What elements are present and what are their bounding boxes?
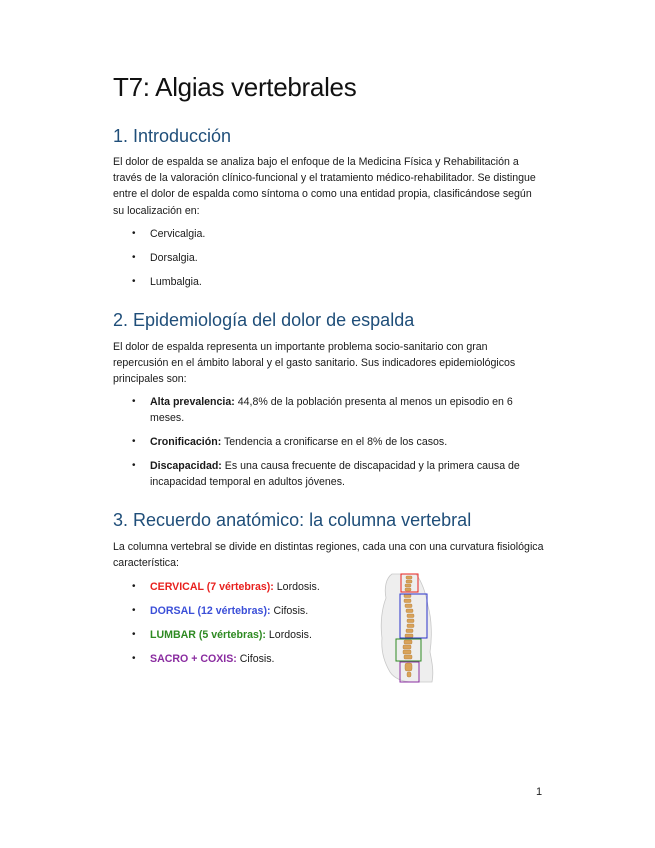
item-term: SACRO + COXIS: xyxy=(150,653,237,665)
item-text: Cifosis. xyxy=(270,605,309,617)
list-item xyxy=(113,394,545,426)
list-item-lumbar xyxy=(113,627,320,643)
list-item-cervical xyxy=(113,579,320,595)
section-heading-anatomia: 3. Recuerdo anatómico: la columna vertebral xyxy=(113,510,472,530)
item-term: LUMBAR (5 vértebras): xyxy=(150,629,266,641)
spine-regions-list xyxy=(113,579,320,667)
section-heading-introduccion: 1. Introducción xyxy=(113,126,232,146)
list-item: • Lumbalgia. xyxy=(113,274,205,290)
list-item: • Dorsalgia. xyxy=(113,250,205,266)
item-text: Tendencia a cronificarse en el 8% de los casos. xyxy=(221,436,448,448)
list-item xyxy=(113,458,545,490)
item-term: Alta prevalencia: xyxy=(150,396,235,408)
epidemiology-paragraph: El dolor de espalda representa un importante problema socio-sanitario con gran repercusión en el ámbito laboral y el gasto sanitario. Sus indicadores epidemiológicos principales son: xyxy=(113,341,516,386)
item-text: Lordosis. xyxy=(265,629,312,641)
list-item-sacro xyxy=(113,651,320,667)
anatomy-paragraph: La columna vertebral se divide en distintas regiones, cada una con una curvatura fisiológica característica: xyxy=(113,541,544,570)
item-term: CERVICAL (7 vértebras): xyxy=(150,581,274,593)
intro-paragraph: El dolor de espalda se analiza bajo el enfoque de la Medicina Física y Rehabilitación a través de la valoración clínico-funcional y el tratamiento médico-rehabilitador. Se distingue entre el dolor de espalda como síntoma o como una entidad propia, clasificándose según su localización en: xyxy=(113,156,536,217)
item-text: 44,8% de la población presenta al menos un episodio en 6 meses. xyxy=(150,396,513,424)
section-heading-epidemiologia: 2. Epidemiología del dolor de espalda xyxy=(113,310,415,330)
item-term: DORSAL (12 vértebras): xyxy=(150,605,271,617)
page-number: 1 xyxy=(536,786,543,798)
list-item: • Cervicalgia. xyxy=(113,226,205,242)
item-term: Cronificación: xyxy=(150,436,222,448)
page-title: T7: Algias vertebrales xyxy=(113,72,357,102)
spine-illustration-icon xyxy=(372,568,438,684)
item-text: Lordosis. xyxy=(273,581,320,593)
item-text: Es una causa frecuente de discapacidad y la primera causa de incapacidad temporal en adultos jóvenes. xyxy=(150,460,520,488)
localization-list xyxy=(113,226,205,290)
item-text: Cifosis. xyxy=(236,653,275,665)
item-term: Discapacidad: xyxy=(150,460,222,472)
list-item-dorsal xyxy=(113,603,320,619)
epidemiology-list xyxy=(113,394,545,490)
list-item xyxy=(113,434,545,450)
